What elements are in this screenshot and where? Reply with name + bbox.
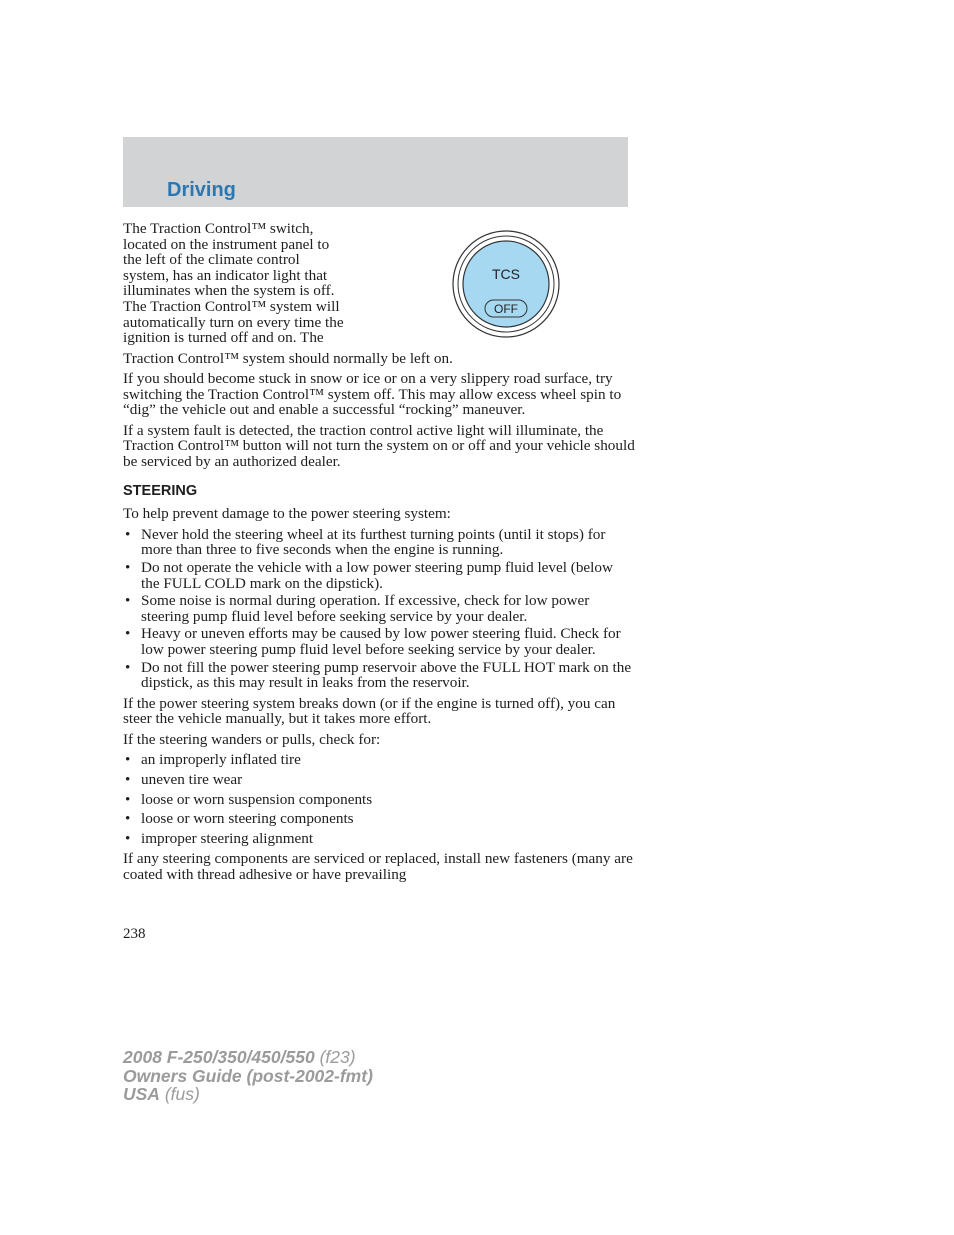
list-item-text: uneven tire wear	[141, 771, 243, 789]
intro-text	[123, 221, 423, 346]
off-label: OFF	[494, 302, 518, 316]
list-item	[123, 660, 635, 691]
footer-model-code: (f23)	[314, 1047, 356, 1067]
paragraph-service: If any steering components are serviced or replaced, install new fasteners (many are coated with thread adhesive or have prevailing	[123, 850, 633, 884]
intro-line: The Traction Control™ system will	[123, 297, 340, 315]
list-item-text: Never hold the steering wheel at its furthest turning points (until it stops) for more than three to five seconds when the engine is running.	[141, 525, 606, 559]
list-item-text: loose or worn steering components	[141, 810, 354, 828]
section-header	[123, 137, 628, 207]
tcs-button-icon	[452, 230, 560, 338]
list-item-text: improper steering alignment	[141, 829, 314, 847]
footer-market-code: (fus)	[159, 1084, 200, 1104]
list-item	[123, 593, 635, 624]
page-content	[123, 221, 635, 888]
list-item	[123, 752, 635, 768]
page-number: 238	[123, 926, 146, 942]
list-item	[123, 560, 635, 591]
paragraph-fault: If a system fault is detected, the traction control active light will illuminate, the Traction Control™ button will not turn the system on or off and your vehicle should be serviced by an authorized dealer.	[123, 421, 635, 470]
list-item-text: Do not fill the power steering pump reservoir above the FULL HOT mark on the dipstick, as this may result in leaks from the reservoir.	[141, 658, 632, 692]
bullet: •	[125, 771, 131, 789]
bullet: •	[125, 625, 131, 643]
intro-line: automatically turn on every time the	[123, 313, 344, 331]
bullet: •	[125, 810, 131, 828]
list-item-text: Do not operate the vehicle with a low power steering pump fluid level (below the FULL COLD mark on the dipstick).	[141, 558, 613, 592]
wander-bullet-list	[123, 752, 635, 846]
paragraph-breakdown: If the power steering system breaks down (or if the engine is turned off), you can steer the vehicle manually, but it takes more effort.	[123, 694, 616, 728]
list-item-text: an improperly inflated tire	[141, 751, 301, 769]
paragraph-stuck: If you should become stuck in snow or ice or on a very slippery road surface, try switching the Traction Control™ system off. This may allow excess wheel spin to “dig” the vehicle out and enable a successful “rocking” maneuver.	[123, 370, 622, 419]
tcs-label: TCS	[492, 266, 520, 282]
intro-line: illuminates when the system is off.	[123, 282, 335, 300]
list-item	[123, 626, 635, 657]
bullet: •	[125, 658, 131, 676]
intro-line: The Traction Control™ switch,	[123, 220, 314, 237]
footer-line-1	[123, 1048, 373, 1067]
list-item	[123, 811, 635, 827]
intro-line: system, has an indicator light that	[123, 266, 328, 284]
footer	[123, 1048, 373, 1104]
list-item	[123, 772, 635, 788]
bullet: •	[125, 790, 131, 808]
intro-line: located on the instrument panel to	[123, 235, 330, 253]
intro-last-line: Traction Control™ system should normally be left on.	[123, 350, 453, 367]
steering-intro: To help prevent damage to the power steering system:	[123, 505, 451, 523]
paragraph-wander-intro: If the steering wanders or pulls, check for:	[123, 730, 381, 748]
bullet: •	[125, 829, 131, 847]
footer-line-2	[123, 1067, 373, 1086]
list-item-text: Some noise is normal during operation. If excessive, check for low power steering pump fluid level before seeking service by your dealer.	[141, 592, 590, 625]
intro-line: ignition is turned off and on. The	[123, 329, 324, 347]
steering-heading: STEERING	[123, 482, 198, 499]
intro-line: the left of the climate control	[123, 251, 300, 269]
intro-block	[123, 221, 635, 369]
bullet: •	[125, 592, 131, 610]
footer-guide: Owners Guide (post-2002-fmt)	[123, 1065, 373, 1086]
footer-market: USA	[123, 1084, 160, 1104]
bullet: •	[125, 558, 131, 576]
list-item	[123, 831, 635, 847]
footer-model: 2008 F-250/350/450/550	[123, 1047, 315, 1067]
bullet: •	[125, 525, 131, 543]
section-title: Driving	[167, 179, 236, 201]
steering-bullet-list	[123, 527, 635, 691]
list-item-text: Heavy or uneven efforts may be caused by low power steering fluid. Check for low power steering pump fluid level before seeking service by your dealer.	[141, 625, 621, 658]
bullet: •	[125, 751, 131, 769]
footer-line-3	[123, 1085, 373, 1104]
list-item	[123, 527, 635, 558]
list-item-text: loose or worn suspension components	[141, 790, 373, 808]
list-item	[123, 792, 635, 808]
